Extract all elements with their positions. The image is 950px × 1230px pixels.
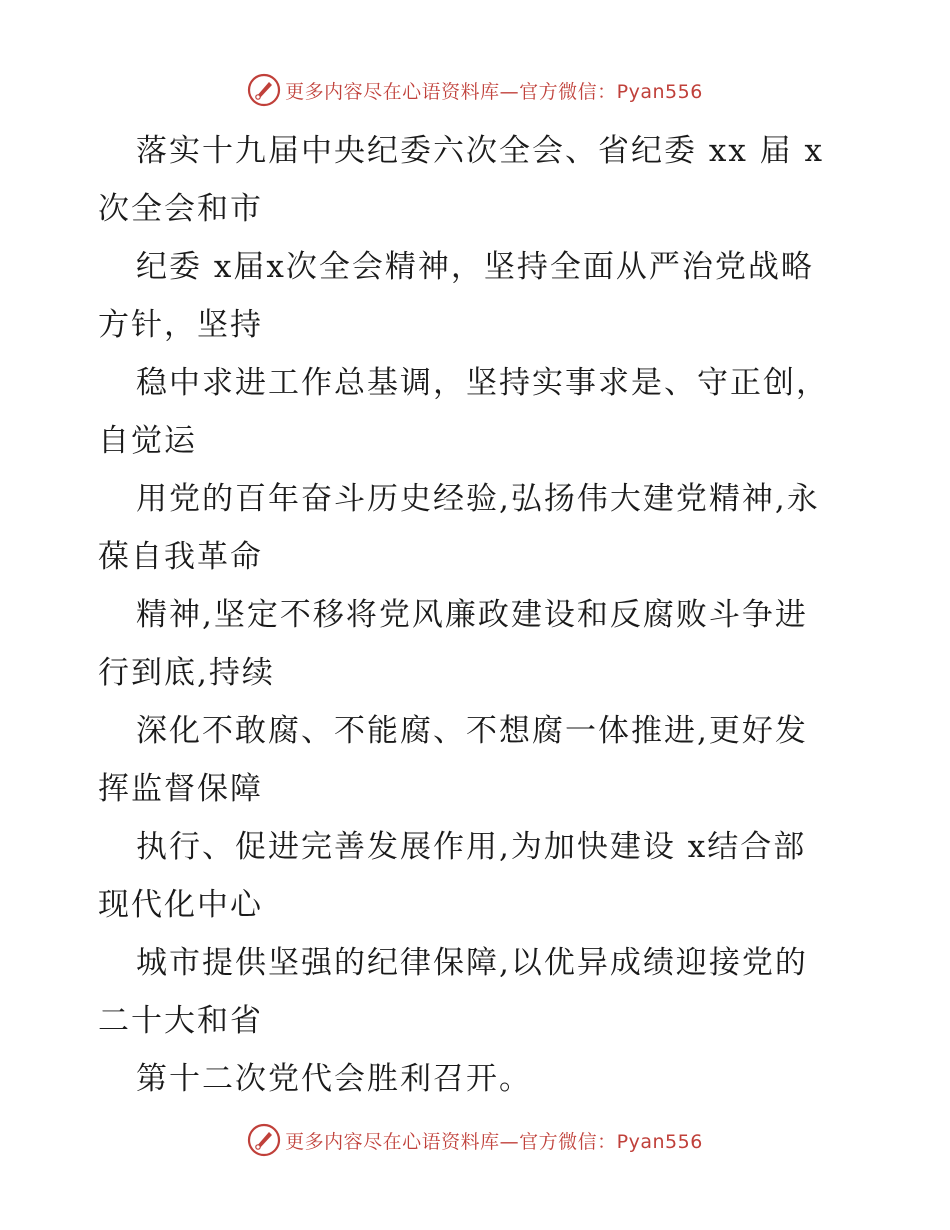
- footer-banner: [0, 1120, 950, 1160]
- line-second: 方针，坚持: [98, 307, 263, 343]
- line-first: 精神,坚定不移将党风廉政建设和反腐败斗争进: [136, 597, 808, 633]
- line-first: 第十二次党代会胜利召开。: [136, 1061, 532, 1097]
- line-first: 纪委 x届x次全会精神，坚持全面从严治党战略: [136, 249, 814, 285]
- line-second: 挥监督保障: [98, 771, 263, 807]
- line-first: 城市提供坚强的纪律保障,以优异成绩迎接党的: [136, 945, 808, 981]
- paragraph-line-4: [98, 470, 868, 586]
- line-first: 用党的百年奋斗历史经验,弘扬伟大建党精神,永: [136, 481, 820, 517]
- line-first: 落实十九届中央纪委六次全会、省纪委 xx 届 x: [136, 133, 825, 169]
- paragraph-line-6: [98, 702, 868, 818]
- paragraph-line-2: [98, 238, 868, 354]
- line-first: 执行、促进完善发展作用,为加快建设 x结合部: [136, 829, 807, 865]
- line-second: 现代化中心: [98, 887, 263, 923]
- paragraph-line-5: [98, 586, 868, 702]
- line-second: 次全会和市: [98, 191, 263, 227]
- line-first: 稳中求进工作总基调，坚持实事求是、守正创，: [136, 365, 829, 401]
- paragraph-line-1: [98, 122, 868, 238]
- document-body: [98, 122, 868, 1108]
- library-logo-icon: [247, 73, 281, 107]
- line-first: 深化不敢腐、不能腐、不想腐一体推进,更好发: [136, 713, 808, 749]
- line-second: 自觉运: [98, 423, 197, 459]
- paragraph-line-3: [98, 354, 868, 470]
- line-second: 二十大和省: [98, 1003, 263, 1039]
- paragraph-line-7: [98, 818, 868, 934]
- header-banner: [0, 70, 950, 110]
- header-banner-text: 更多内容尽在心语资料库—官方微信：Pyan556: [285, 80, 703, 103]
- paragraph-line-9: [98, 1050, 868, 1108]
- line-second: 行到底,持续: [98, 655, 275, 691]
- library-logo-icon: [247, 1123, 281, 1157]
- line-second: 葆自我革命: [98, 539, 263, 575]
- footer-banner-text: 更多内容尽在心语资料库—官方微信：Pyan556: [285, 1130, 703, 1153]
- paragraph-line-8: [98, 934, 868, 1050]
